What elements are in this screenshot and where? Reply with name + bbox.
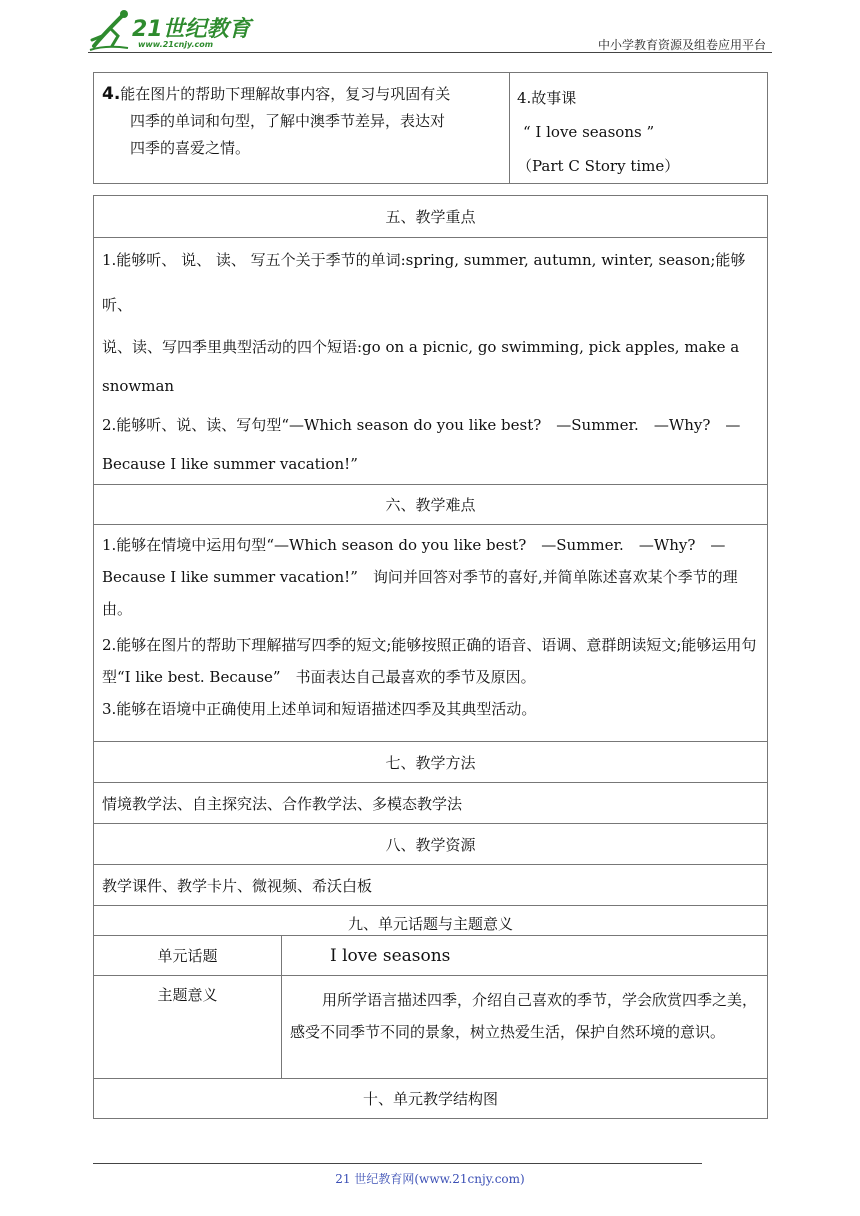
logo-url: www.21cnjy.com bbox=[138, 40, 214, 49]
difficulty-1: 1.能够在情境中运用句型“—Which season do you like best? —Summer. —Why? —Because I like summer vacation!” 询问并回答对季节的喜好,并简单陈述喜欢某个季节的理由。 bbox=[102, 536, 738, 618]
objective-text-line: 四季的喜爱之情。 bbox=[130, 139, 251, 157]
section-title-key-points: 五、教学重点 bbox=[94, 196, 768, 238]
page-header bbox=[88, 6, 772, 54]
footer-text[interactable]: 21 世纪教育网(www.21cnjy.com) bbox=[335, 1172, 525, 1186]
logo-text: 21世纪教育 bbox=[132, 17, 251, 42]
runner-icon bbox=[88, 6, 138, 54]
section-title-methods: 七、教学方法 bbox=[94, 742, 768, 783]
key-point-3: 2.能够听、说、读、写句型“—Which season do you like best? —Summer. —Why? —Because I like summer vacation!” bbox=[102, 416, 741, 473]
key-point-2: 说、读、写四季里典型活动的四个短语:go on a picnic, go swimming, pick apples, make a snowman bbox=[102, 338, 740, 395]
resources-content: 教学课件、教学卡片、微视频、希沃白板 bbox=[94, 865, 768, 906]
difficulties-content bbox=[94, 525, 768, 742]
objective-number: 4. bbox=[102, 84, 121, 104]
objective-text-line: 四季的单词和句型，了解中澳季节差异，表达对 bbox=[130, 112, 446, 130]
objective-cell bbox=[94, 73, 510, 184]
topic-value: I love seasons bbox=[282, 936, 768, 976]
key-points-content bbox=[94, 238, 768, 485]
topic-label: 单元话题 bbox=[94, 936, 282, 976]
section-title-structure: 十、单元教学结构图 bbox=[94, 1079, 768, 1119]
methods-content: 情境教学法、自主探究法、合作教学法、多模态教学法 bbox=[94, 783, 768, 824]
lesson-cell bbox=[510, 73, 768, 184]
objective-table bbox=[93, 72, 768, 184]
lesson-part: （Part C Story time） bbox=[517, 157, 680, 175]
meaning-label: 主题意义 bbox=[94, 976, 282, 1079]
key-point-1: 1.能够听、 说、 读、 写五个关于季节的单词:spring, summer, autumn, winter, season;能够听、 bbox=[102, 251, 746, 314]
difficulty-3: 3.能够在语境中正确使用上述单词和短语描述四季及其典型活动。 bbox=[102, 700, 537, 718]
difficulty-2: 2.能够在图片的帮助下理解描写四季的短文;能够按照正确的语音、语调、意群朗读短文;能够运用句型“I like best. Because” 书面表达自己最喜欢的季节及原因。 bbox=[102, 636, 757, 686]
lesson-type: 4.故事课 bbox=[517, 89, 577, 107]
objective-text: 能在图片的帮助下理解故事内容，复习与巩固有关 bbox=[120, 85, 451, 103]
section-title-unit-topic: 九、单元话题与主题意义 bbox=[94, 906, 768, 936]
section-title-resources: 八、教学资源 bbox=[94, 824, 768, 865]
header-divider bbox=[88, 52, 772, 53]
section-title-difficulties: 六、教学难点 bbox=[94, 485, 768, 525]
site-logo[interactable] bbox=[88, 6, 258, 54]
lesson-title: “ I love seasons ” bbox=[523, 123, 655, 141]
platform-name: 中小学教育资源及组卷应用平台 bbox=[597, 38, 766, 52]
footer-divider bbox=[93, 1163, 702, 1164]
meaning-value: 用所学语言描述四季，介绍自己喜欢的季节，学会欣赏四季之美，感受不同季节不同的景象，树立热爱生活，保护自然环境的意识。 bbox=[282, 976, 768, 1079]
lesson-plan-table bbox=[93, 195, 768, 1119]
